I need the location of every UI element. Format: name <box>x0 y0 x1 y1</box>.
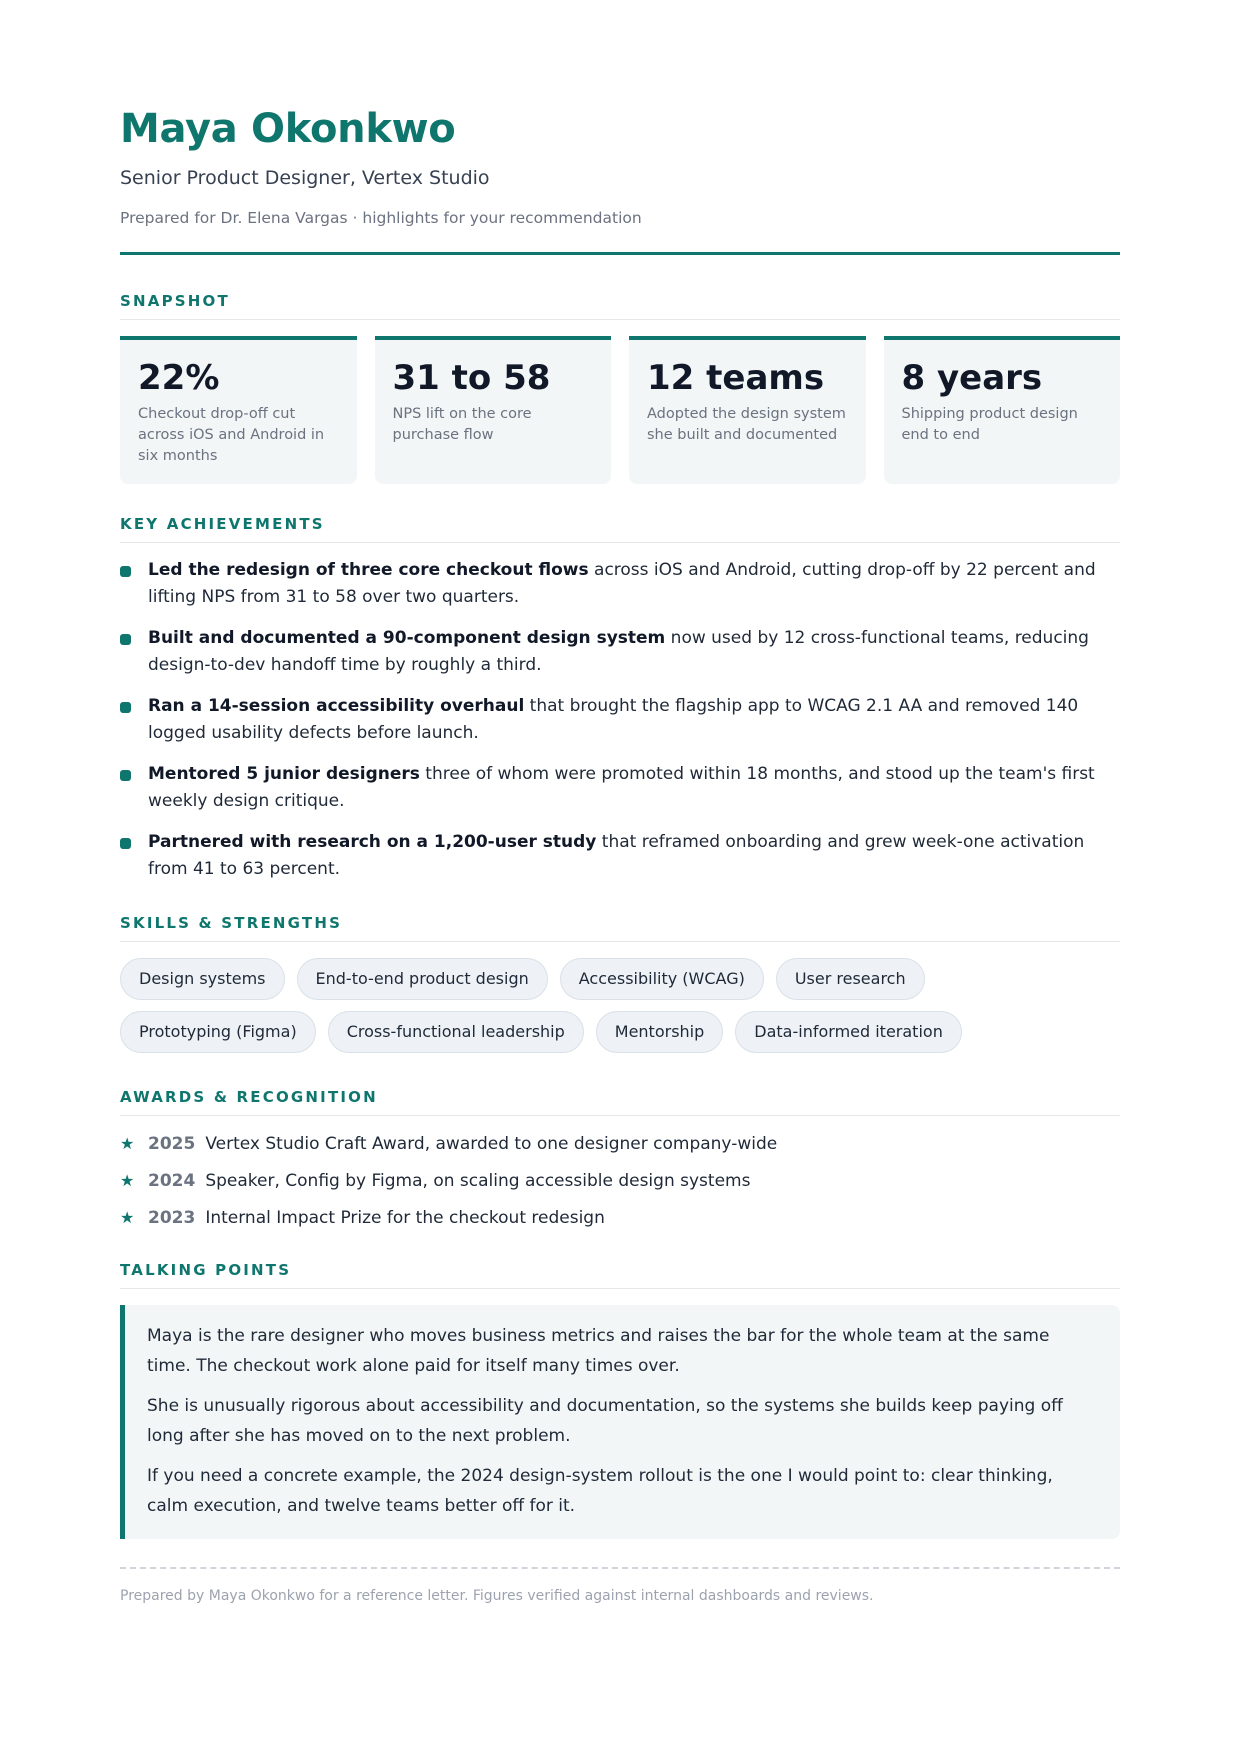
candidate-role: Senior Product Designer, Vertex Studio <box>120 167 490 189</box>
stat-label: NPS lift on the core purchase flow <box>392 406 532 443</box>
stat-card <box>629 336 866 484</box>
stat-label: Adopted the design system she built and documented <box>647 406 846 443</box>
achievement-detail: three of whom were promoted within 18 months, and stood up the team's first weekly design critique. <box>148 764 1095 811</box>
stat-card <box>884 336 1121 484</box>
achievement-item <box>120 761 1120 815</box>
talking-point-paragraph: Maya is the rare designer who moves business metrics and raises the bar for the whole team at the same time. The checkout work alone paid for itself many times over. <box>147 1326 1050 1376</box>
talking-point-paragraph: If you need a concrete example, the 2024 design-system rollout is the one I would point to: clear thinking, calm execution, and twelve teams better off for it. <box>147 1466 1053 1516</box>
section-title-talking-points: TALKING POINTS <box>120 1260 1120 1289</box>
skill-chip: Data-informed iteration <box>735 1011 962 1053</box>
talking-points-section <box>120 1260 1120 1539</box>
stat-label: Shipping product design end to end <box>901 406 1078 443</box>
skill-chips <box>120 958 1120 1053</box>
skill-chip: End-to-end product design <box>297 958 548 1000</box>
section-title-awards: AWARDS & RECOGNITION <box>120 1087 1120 1116</box>
header-divider <box>120 252 1120 255</box>
achievements-section <box>120 514 1120 883</box>
award-text: Speaker, Config by Figma, on scaling accessible design systems <box>205 1171 751 1191</box>
awards-section <box>120 1087 1120 1230</box>
skill-chip: Cross-functional leadership <box>328 1011 584 1053</box>
bullet-square-icon <box>120 634 131 645</box>
achievement-detail: now used by 12 cross-functional teams, reducing design-to-dev handoff time by roughly a third. <box>148 628 1089 675</box>
snapshot-section <box>120 291 1120 484</box>
award-year: 2024 <box>148 1171 196 1191</box>
header <box>120 104 1120 255</box>
achievement-detail: across iOS and Android, cutting drop-off by 22 percent and lifting NPS from 31 to 58 over two quarters. <box>148 560 1096 607</box>
section-title-skills: SKILLS & STRENGTHS <box>120 913 1120 942</box>
prepared-for-note: Prepared for Dr. Elena Vargas · highlights for your recommendation <box>120 209 642 227</box>
bullet-square-icon <box>120 566 131 577</box>
stat-value: 8 years <box>901 358 1043 398</box>
achievement-item <box>120 557 1120 611</box>
achievement-headline: Mentored 5 junior designers <box>148 764 420 784</box>
footer-note: Prepared by Maya Okonkwo for a reference letter. Figures verified against internal dashboards and reviews. <box>120 1588 874 1604</box>
stat-value: 12 teams <box>647 358 825 398</box>
achievement-item <box>120 625 1120 679</box>
achievement-headline: Built and documented a 90-component design system <box>148 628 666 648</box>
star-icon: ★ <box>120 1134 135 1153</box>
achievement-headline: Partnered with research on a 1,200-user study <box>148 832 597 852</box>
award-item <box>120 1169 1120 1193</box>
talking-point-paragraph: She is unusually rigorous about accessibility and documentation, so the systems she builds keep paying off long after she has moved on to the next problem. <box>147 1396 1063 1446</box>
award-item <box>120 1206 1120 1230</box>
section-title-achievements: KEY ACHIEVEMENTS <box>120 514 1120 543</box>
candidate-name: Maya Okonkwo <box>120 106 456 152</box>
achievement-detail: that brought the flagship app to WCAG 2.1 AA and removed 140 logged usability defects before launch. <box>148 696 1079 743</box>
award-year: 2025 <box>148 1134 196 1154</box>
bullet-square-icon <box>120 770 131 781</box>
achievement-detail: that reframed onboarding and grew week-one activation from 41 to 63 percent. <box>148 832 1085 879</box>
footer-divider <box>120 1567 1120 1569</box>
award-text: Internal Impact Prize for the checkout redesign <box>205 1208 605 1228</box>
skill-chip: Design systems <box>120 958 285 1000</box>
skill-chip: Prototyping (Figma) <box>120 1011 316 1053</box>
achievements-list <box>120 557 1120 883</box>
stat-value: 31 to 58 <box>392 358 551 398</box>
skill-chip: Accessibility (WCAG) <box>560 958 764 1000</box>
section-title-snapshot: SNAPSHOT <box>120 291 1120 320</box>
achievement-item <box>120 693 1120 747</box>
skill-chip: User research <box>776 958 925 1000</box>
stat-card <box>375 336 612 484</box>
awards-list <box>120 1132 1120 1230</box>
award-item <box>120 1132 1120 1156</box>
achievement-headline: Ran a 14-session accessibility overhaul <box>148 696 525 716</box>
bullet-square-icon <box>120 838 131 849</box>
stats-row <box>120 336 1120 484</box>
stat-card <box>120 336 357 484</box>
stat-value: 22% <box>138 358 220 398</box>
talking-points-quote <box>120 1305 1120 1539</box>
award-year: 2023 <box>148 1208 196 1228</box>
award-text: Vertex Studio Craft Award, awarded to one designer company-wide <box>205 1134 778 1154</box>
achievement-item <box>120 829 1120 883</box>
stat-label: Checkout drop-off cut across iOS and Android in six months <box>138 406 325 464</box>
skills-section <box>120 913 1120 1053</box>
star-icon: ★ <box>120 1208 135 1227</box>
bullet-square-icon <box>120 702 131 713</box>
achievement-headline: Led the redesign of three core checkout flows <box>148 560 589 580</box>
skill-chip: Mentorship <box>596 1011 724 1053</box>
star-icon: ★ <box>120 1171 135 1190</box>
